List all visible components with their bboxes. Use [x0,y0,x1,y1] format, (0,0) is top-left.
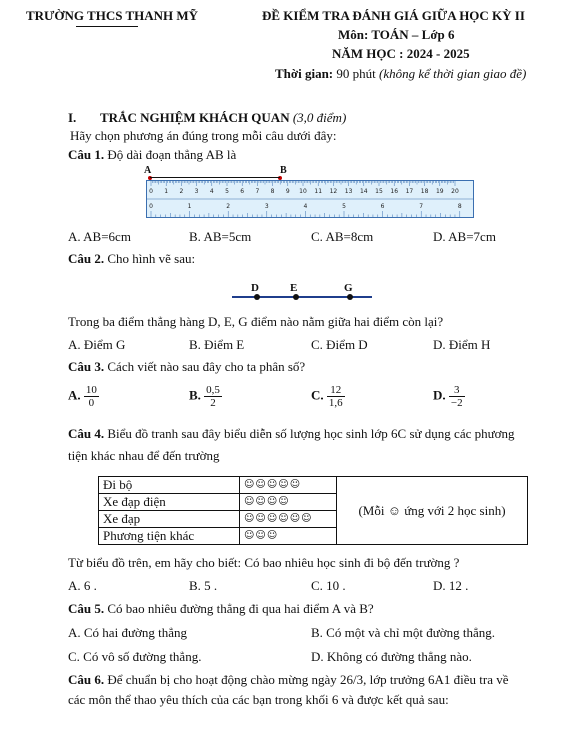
ruler-ticks [147,181,473,217]
q4-option-a[interactable]: A. 6 . [68,578,97,593]
ruler-cm-label: 13 [344,188,353,195]
ruler-cm-label: 6 [240,188,245,195]
q1-option-b[interactable]: B. AB=5cm [189,229,252,244]
point-g-dot [347,294,353,300]
question-4-line2: tiện khác nhau để đến trường [68,448,220,463]
exam-year: NĂM HỌC : 2024 - 2025 [332,46,470,61]
q3-option-d[interactable]: D. $\frac{3}{-2}$ [433,384,463,409]
ruler-cm-label: 1 [164,188,169,195]
ruler-cm-label: 0 [149,188,153,195]
q2-option-d[interactable]: D. Điểm H [433,337,491,352]
q1-option-c[interactable]: C. AB=8cm [311,229,374,244]
q2-option-b[interactable]: B. Điểm E [189,337,245,352]
q3-option-c[interactable]: C. $\frac{12}{1,6}$ [311,384,343,409]
q5-option-b[interactable]: B. Có một và chỉ một đường thẳng. [311,625,495,640]
exam-subject: Môn: TOÁN – Lớp 6 [338,27,455,42]
row-icons: ☺☺☺☺ [240,494,337,511]
ruler-cm-label: 15 [375,188,383,195]
ruler-cm-label: 19 [435,188,444,195]
q1-option-d[interactable]: D. AB=7cm [433,229,496,244]
point-g-label: G [344,282,353,294]
q5-option-d[interactable]: D. Không có đường thẳng nào. [311,649,472,664]
ruler-inch-label: 1 [187,203,192,210]
ruler-inch-label: 0 [149,203,153,210]
section-instruction: Hãy chọn phương án đúng trong mỗi câu dưới đây: [70,128,337,143]
q2-option-a[interactable]: A. Điểm G [68,337,126,352]
school-underline [76,26,138,27]
exam-time: Thời gian: 90 phút (không kể thời gian giao đề) [275,66,527,81]
q2-option-c[interactable]: C. Điểm D [311,337,368,352]
exam-title: ĐỀ KIỂM TRA ĐÁNH GIÁ GIỮA HỌC KỲ II [262,8,525,23]
ruler-cm-label: 14 [359,188,368,195]
row-icons: ☺☺☺☺☺ [240,477,337,494]
pictogram-table [98,476,528,545]
point-d-label: D [251,282,259,294]
point-a-label: A [144,165,152,176]
ruler-inch-label: 6 [380,203,385,210]
ruler-cm-label: 12 [329,188,338,195]
question-3: Câu 3. Cách viết nào sau đây cho ta phân số? [68,359,306,374]
q4-option-b[interactable]: B. 5 . [189,578,218,593]
question-6: Câu 6. Để chuẩn bị cho hoạt động chào mừng ngày 26/3, lớp trưởng 6A1 điều tra về [68,672,509,687]
ruler-cm-label: 3 [194,188,199,195]
q1-option-a[interactable]: A. AB=6cm [68,229,131,244]
ruler-cm-label: 8 [270,188,275,195]
ruler-cm-label: 2 [179,188,184,195]
ruler-inch-label: 2 [226,203,231,210]
q4-question: Từ biểu đồ trên, em hãy cho biết: Có bao nhiêu học sinh đi bộ đến trường ? [68,555,460,570]
ruler-inch-label: 8 [457,203,462,210]
row-label: Xe đạp điện [99,494,240,511]
pictogram-key: (Mỗi ☺ ứng với 2 học sinh) [337,477,528,545]
point-e-dot [293,294,299,300]
q5-option-a[interactable]: A. Có hai đường thẳng [68,625,187,640]
section-title: TRẮC NGHIỆM KHÁCH QUAN (3,0 điểm) [100,110,347,125]
ruler-cm-label: 11 [314,188,323,195]
question-4: Câu 4. Biểu đồ tranh sau đây biểu diễn số lượng học sinh lớp 6C sử dụng các phương [68,426,515,441]
point-d-dot [254,294,260,300]
ruler-cm-label: 18 [420,188,429,195]
table-row [99,477,528,494]
q4-option-c[interactable]: C. 10 . [311,578,346,593]
ruler-cm-label: 7 [255,188,260,195]
ruler-inch-label: 3 [264,203,269,210]
point-e-label: E [290,282,298,294]
ruler-cm-label: 10 [299,188,307,195]
section-number: I. [68,110,77,125]
row-label: Phương tiện khác [99,528,240,545]
question-2: Câu 2. Cho hình vẽ sau: [68,251,196,266]
school-name: TRƯỜNG THCS THANH MỸ [26,8,199,23]
ruler-cm-label: 4 [209,188,214,195]
question-1: Câu 1. Độ dài đoạn thẳng AB là [68,147,237,162]
q5-option-c[interactable]: C. Có vô số đường thẳng. [68,649,202,664]
question-6-line2: các môn thể thao yêu thích của các bạn trong khối 6 và được kết quả sau: [68,692,449,707]
ruler-cm-label: 9 [285,188,290,195]
point-b-label: B [280,165,287,176]
ruler-inch-label: 7 [419,203,424,210]
segment-ab [150,177,280,178]
q3-option-a[interactable]: A. $\frac{10}{0}$ [68,384,97,409]
q2-question: Trong ba điểm thẳng hàng D, E, G điểm nào nằm giữa hai điểm còn lại? [68,314,444,329]
q4-option-d[interactable]: D. 12 . [433,578,469,593]
row-icons: ☺☺☺ [240,528,337,545]
ruler-cm-label: 16 [390,188,399,195]
ruler-cm-label: 20 [451,188,459,195]
q3-option-b[interactable]: B. $\frac{0,5}{2}$ [189,384,220,409]
ruler-inch-label: 5 [342,203,346,210]
ruler [146,180,474,218]
row-icons: ☺☺☺☺☺☺ [240,511,337,528]
question-5: Câu 5. Có bao nhiêu đường thẳng đi qua hai điểm A và B? [68,601,374,616]
ruler-cm-label: 5 [225,188,229,195]
ruler-cm-label: 17 [405,188,414,195]
row-label: Đi bộ [99,477,240,494]
row-label: Xe đạp [99,511,240,528]
ruler-inch-label: 4 [303,203,308,210]
